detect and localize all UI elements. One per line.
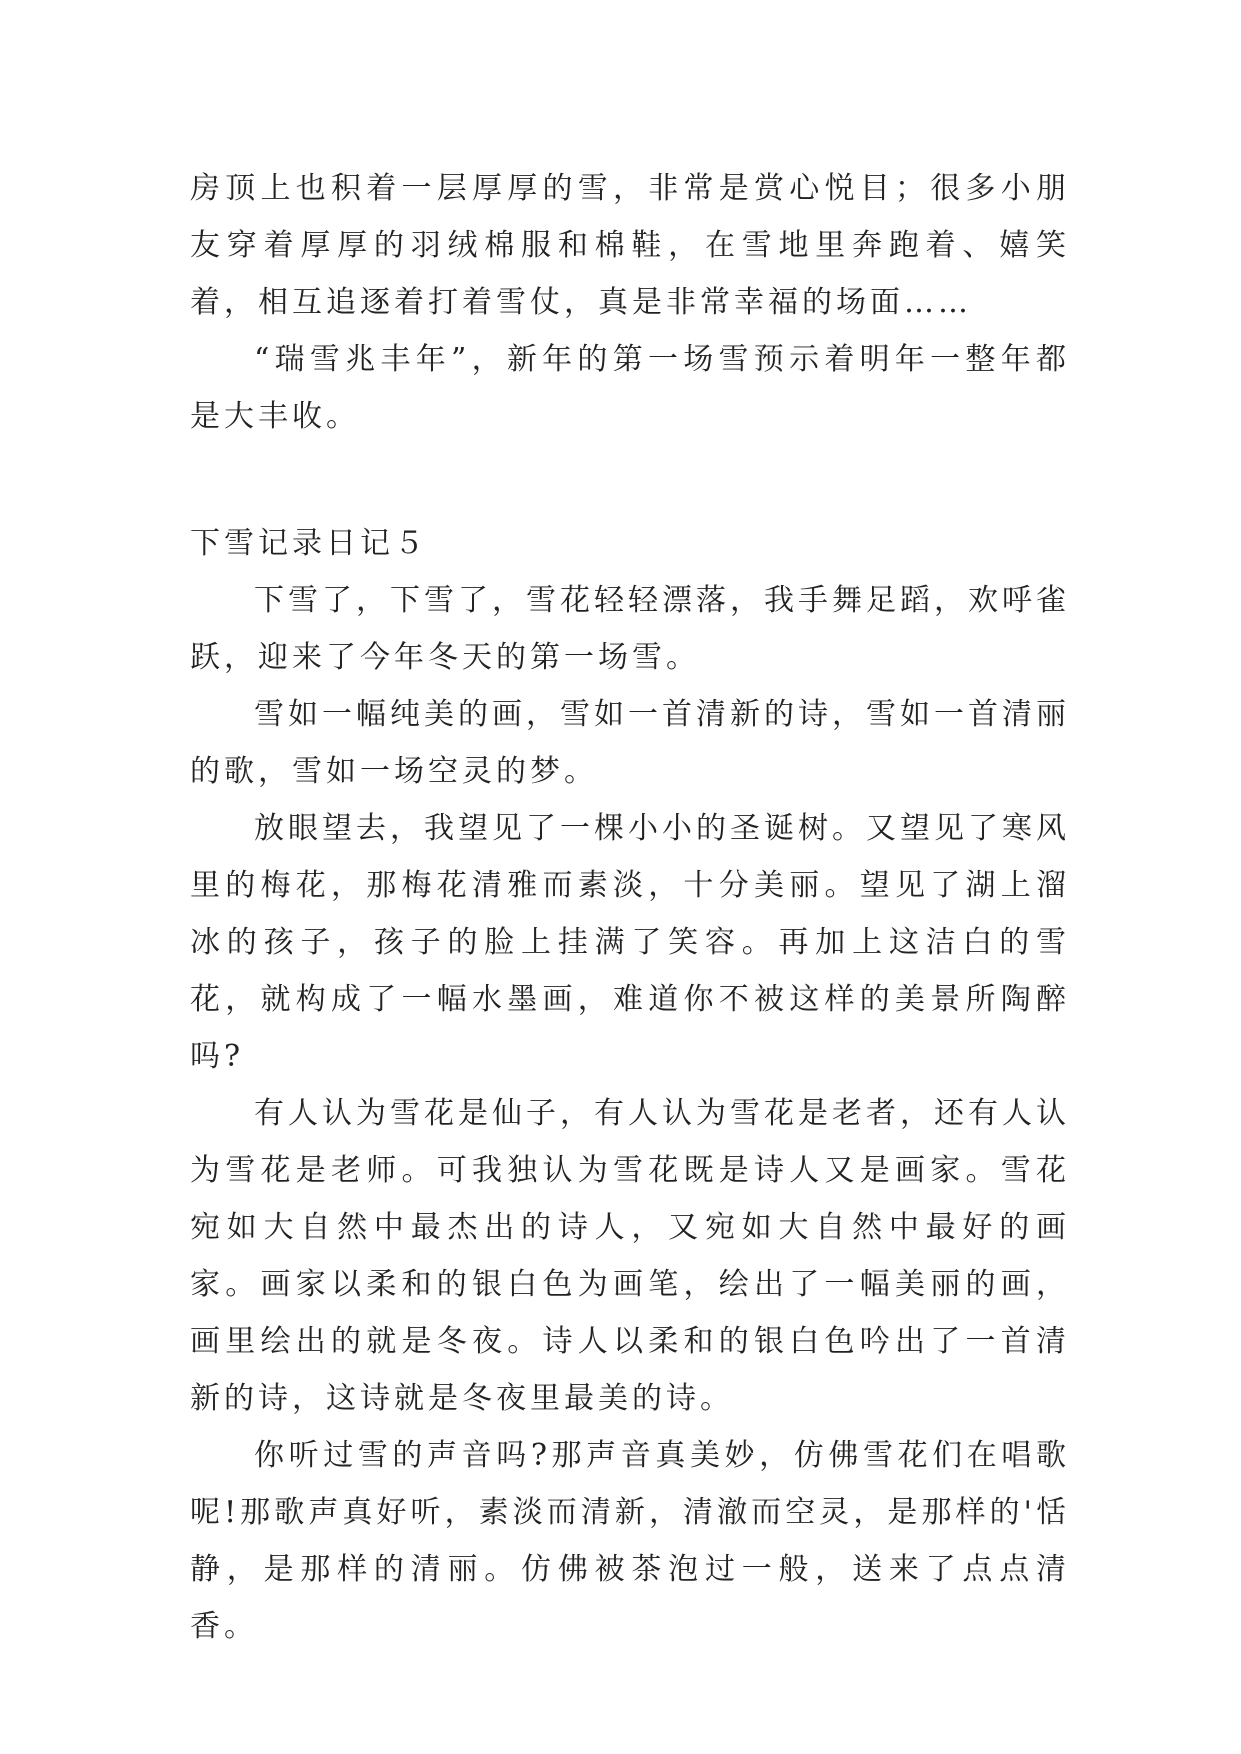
paragraph: 有人认为雪花是仙子，有人认为雪花是老者，还有人认为雪花是老师。可我独认为雪花既是诗人又是画家。雪花宛如大自然中最杰出的诗人，又宛如大自然中最好的画家。画家以柔和的银白色为画笔，绘出了一幅美丽的画，画里绘出的就是冬夜。诗人以柔和的银白色吟出了一首清新的诗，这诗就是冬夜里最美的诗。 bbox=[190, 1096, 1070, 1416]
paragraph: 你听过雪的声音吗?那声音真美妙，仿佛雪花们在唱歌呢!那歌声真好听，素淡而清新，清澈而空灵，是那样的'恬静，是那样的清丽。仿佛被茶泡过一般，送来了点点清香。 bbox=[190, 1438, 1070, 1644]
paragraph: 放眼望去，我望见了一棵小小的圣诞树。又望见了寒风里的梅花，那梅花清雅而素淡，十分美丽。望见了湖上溜冰的孩子，孩子的脸上挂满了笑容。再加上这洁白的雪花，就构成了一幅水墨画，难道你不被这样的美景所陶醉吗? bbox=[190, 811, 1070, 1074]
proverb-paragraph: “瑞雪兆丰年”，新年的第一场雪预示着明年一整年都是大丰收。 bbox=[190, 342, 1070, 434]
section-title: 下雪记录日记５ bbox=[190, 526, 428, 561]
paragraph: 下雪了，下雪了，雪花轻轻漂落，我手舞足蹈，欢呼雀跃，迎来了今年冬天的第一场雪。 bbox=[190, 583, 1070, 675]
document-body bbox=[190, 160, 1070, 1655]
continued-paragraph: 房顶上也积着一层厚厚的雪，非常是赏心悦目；很多小朋友穿着厚厚的羽绒棉服和棉鞋，在雪地里奔跑着、嬉笑着，相互追逐着打着雪仗，真是非常幸福的场面…… bbox=[190, 171, 1070, 320]
paragraph: 雪如一幅纯美的画，雪如一首清新的诗，雪如一首清丽的歌，雪如一场空灵的梦。 bbox=[190, 697, 1070, 789]
